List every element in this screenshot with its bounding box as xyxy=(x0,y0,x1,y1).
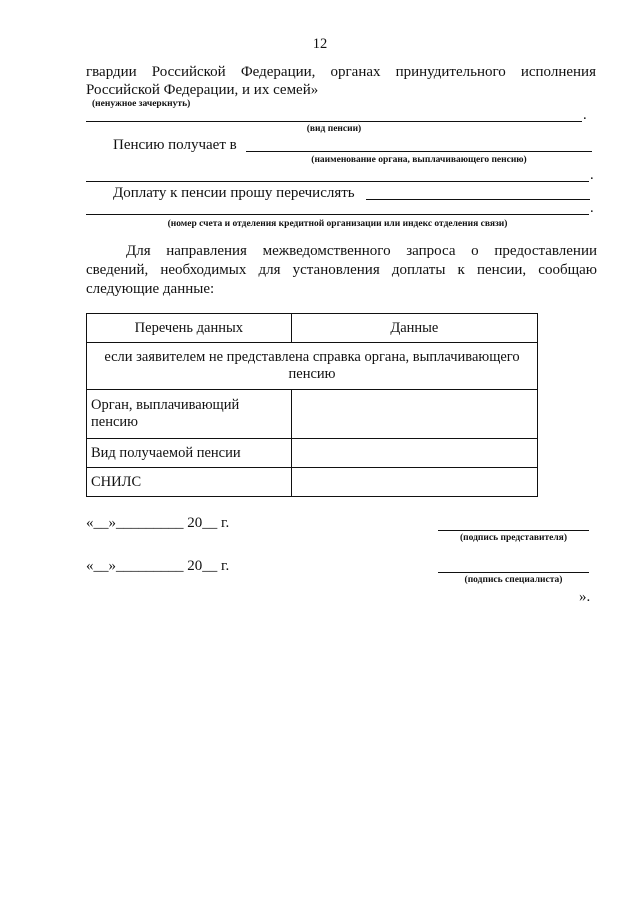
data-table xyxy=(86,313,538,497)
intro-line-1: гвардии Российской Федерации, органах принудительного исполнения xyxy=(86,64,596,80)
pension-type-field[interactable] xyxy=(86,121,582,122)
representative-date[interactable]: «__»_________ 20__ г. xyxy=(86,515,230,531)
row-label: Вид получаемой пенсии xyxy=(87,439,292,468)
specialist-signature-caption: (подпись специалиста) xyxy=(464,575,563,585)
supplement-transfer-field-continuation[interactable] xyxy=(86,214,589,215)
pension-type-caption: (вид пенсии) xyxy=(306,124,362,134)
table-row xyxy=(87,390,538,439)
closing-quote-mark: ». xyxy=(579,589,591,605)
supplement-transfer-dot: . xyxy=(590,200,594,216)
pension-receiver-label: Пенсию получает в xyxy=(113,137,237,153)
representative-signature-line[interactable] xyxy=(438,530,589,531)
section-note-row: если заявителем не представлена справка органа, выплачивающего пенсию xyxy=(87,343,538,390)
pension-receiver-dot: . xyxy=(590,167,594,183)
intro-line-2: Российской Федерации, и их семей» xyxy=(86,82,319,98)
table-row xyxy=(87,468,538,497)
request-paragraph-line-3: следующие данные: xyxy=(86,281,215,297)
row-value[interactable] xyxy=(291,468,537,497)
representative-signature-caption: (подпись представителя) xyxy=(459,533,567,543)
row-label: Орган, выплачивающий пенсию xyxy=(87,390,292,439)
request-paragraph-line-2: сведений, необходимых для установления доплаты к пенсии, сообщаю xyxy=(86,262,597,278)
pension-receiver-caption: (наименование органа, выплачивающего пенсию) xyxy=(311,155,527,165)
supplement-transfer-caption: (номер счета и отделения кредитной организации или индекс отделения связи) xyxy=(167,219,508,229)
column-header-data: Данные xyxy=(291,314,537,343)
pension-type-dot: . xyxy=(583,107,587,123)
strike-out-note: (ненужное зачеркнуть) xyxy=(92,99,191,109)
pension-receiver-field-continuation[interactable] xyxy=(86,181,589,182)
row-value[interactable] xyxy=(291,439,537,468)
specialist-date[interactable]: «__»_________ 20__ г. xyxy=(86,558,230,574)
pension-receiver-field[interactable] xyxy=(246,151,592,152)
specialist-signature-line[interactable] xyxy=(438,572,589,573)
request-paragraph-line-1: Для направления межведомственного запроса о предоставлении xyxy=(126,243,597,259)
row-label: СНИЛС xyxy=(87,468,292,497)
column-header-data-list: Перечень данных xyxy=(87,314,292,343)
table-row xyxy=(87,439,538,468)
supplement-transfer-label: Доплату к пенсии прошу перечислять xyxy=(113,185,355,201)
page-number: 12 xyxy=(312,36,328,52)
supplement-transfer-field[interactable] xyxy=(366,199,590,200)
row-value[interactable] xyxy=(291,390,537,439)
